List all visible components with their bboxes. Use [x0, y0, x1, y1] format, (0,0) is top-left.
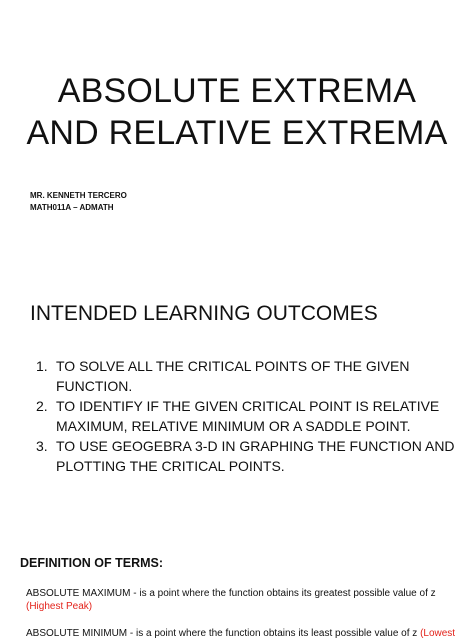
author-block [30, 190, 127, 214]
absolute-maximum-definition: ABSOLUTE MAXIMUM - is a point where the function obtains its greatest possible value of z [26, 588, 436, 599]
absolute-maximum-note: (Highest Peak) [26, 601, 93, 612]
course-code: MATH011A – ADMATH [30, 203, 114, 212]
list-item [36, 356, 456, 396]
list-item [36, 396, 456, 436]
list-item [36, 436, 456, 476]
slide-title-line-1: ABSOLUTE EXTREMA [57, 72, 417, 110]
list-item-line: TO SOLVE ALL THE CRITICAL POINTS OF THE GIVEN [56, 358, 410, 374]
list-item-line: PLOTTING THE CRITICAL POINTS. [56, 458, 285, 474]
learning-outcomes-list [36, 356, 456, 476]
absolute-minimum-definition [26, 627, 466, 640]
list-item-text [56, 396, 456, 436]
list-item-number: 3. [36, 438, 48, 454]
learning-outcomes-heading: INTENDED LEARNING OUTCOMES [30, 302, 378, 325]
list-item-line: TO IDENTIFY IF THE GIVEN CRITICAL POINT IS RELATIVE [56, 398, 440, 414]
list-item-line: MAXIMUM, RELATIVE MINIMUM OR A SADDLE POINT. [56, 418, 411, 434]
absolute-minimum-text: ABSOLUTE MINIMUM - is a point where the function obtains its least possible value of z [26, 628, 418, 639]
list-item-text [56, 436, 456, 476]
list-item-number: 1. [36, 358, 48, 374]
list-item-line: TO USE GEOGEBRA 3-D IN GRAPHING THE FUNCTION AND [56, 438, 455, 454]
learning-outcomes-slide [0, 270, 474, 535]
absolute-minimum-note: (Lowest [420, 628, 456, 639]
slide-title-line-2: AND RELATIVE EXTREMA [26, 114, 448, 152]
list-item-line: FUNCTION. [56, 378, 133, 394]
slide-title [0, 70, 474, 154]
list-item-number: 2. [36, 398, 48, 414]
list-item-text [56, 356, 456, 396]
definitions-heading: DEFINITION OF TERMS: [20, 556, 164, 570]
definitions-slide [0, 535, 474, 639]
title-slide [0, 0, 474, 270]
author-name: MR. KENNETH TERCERO [30, 191, 127, 200]
